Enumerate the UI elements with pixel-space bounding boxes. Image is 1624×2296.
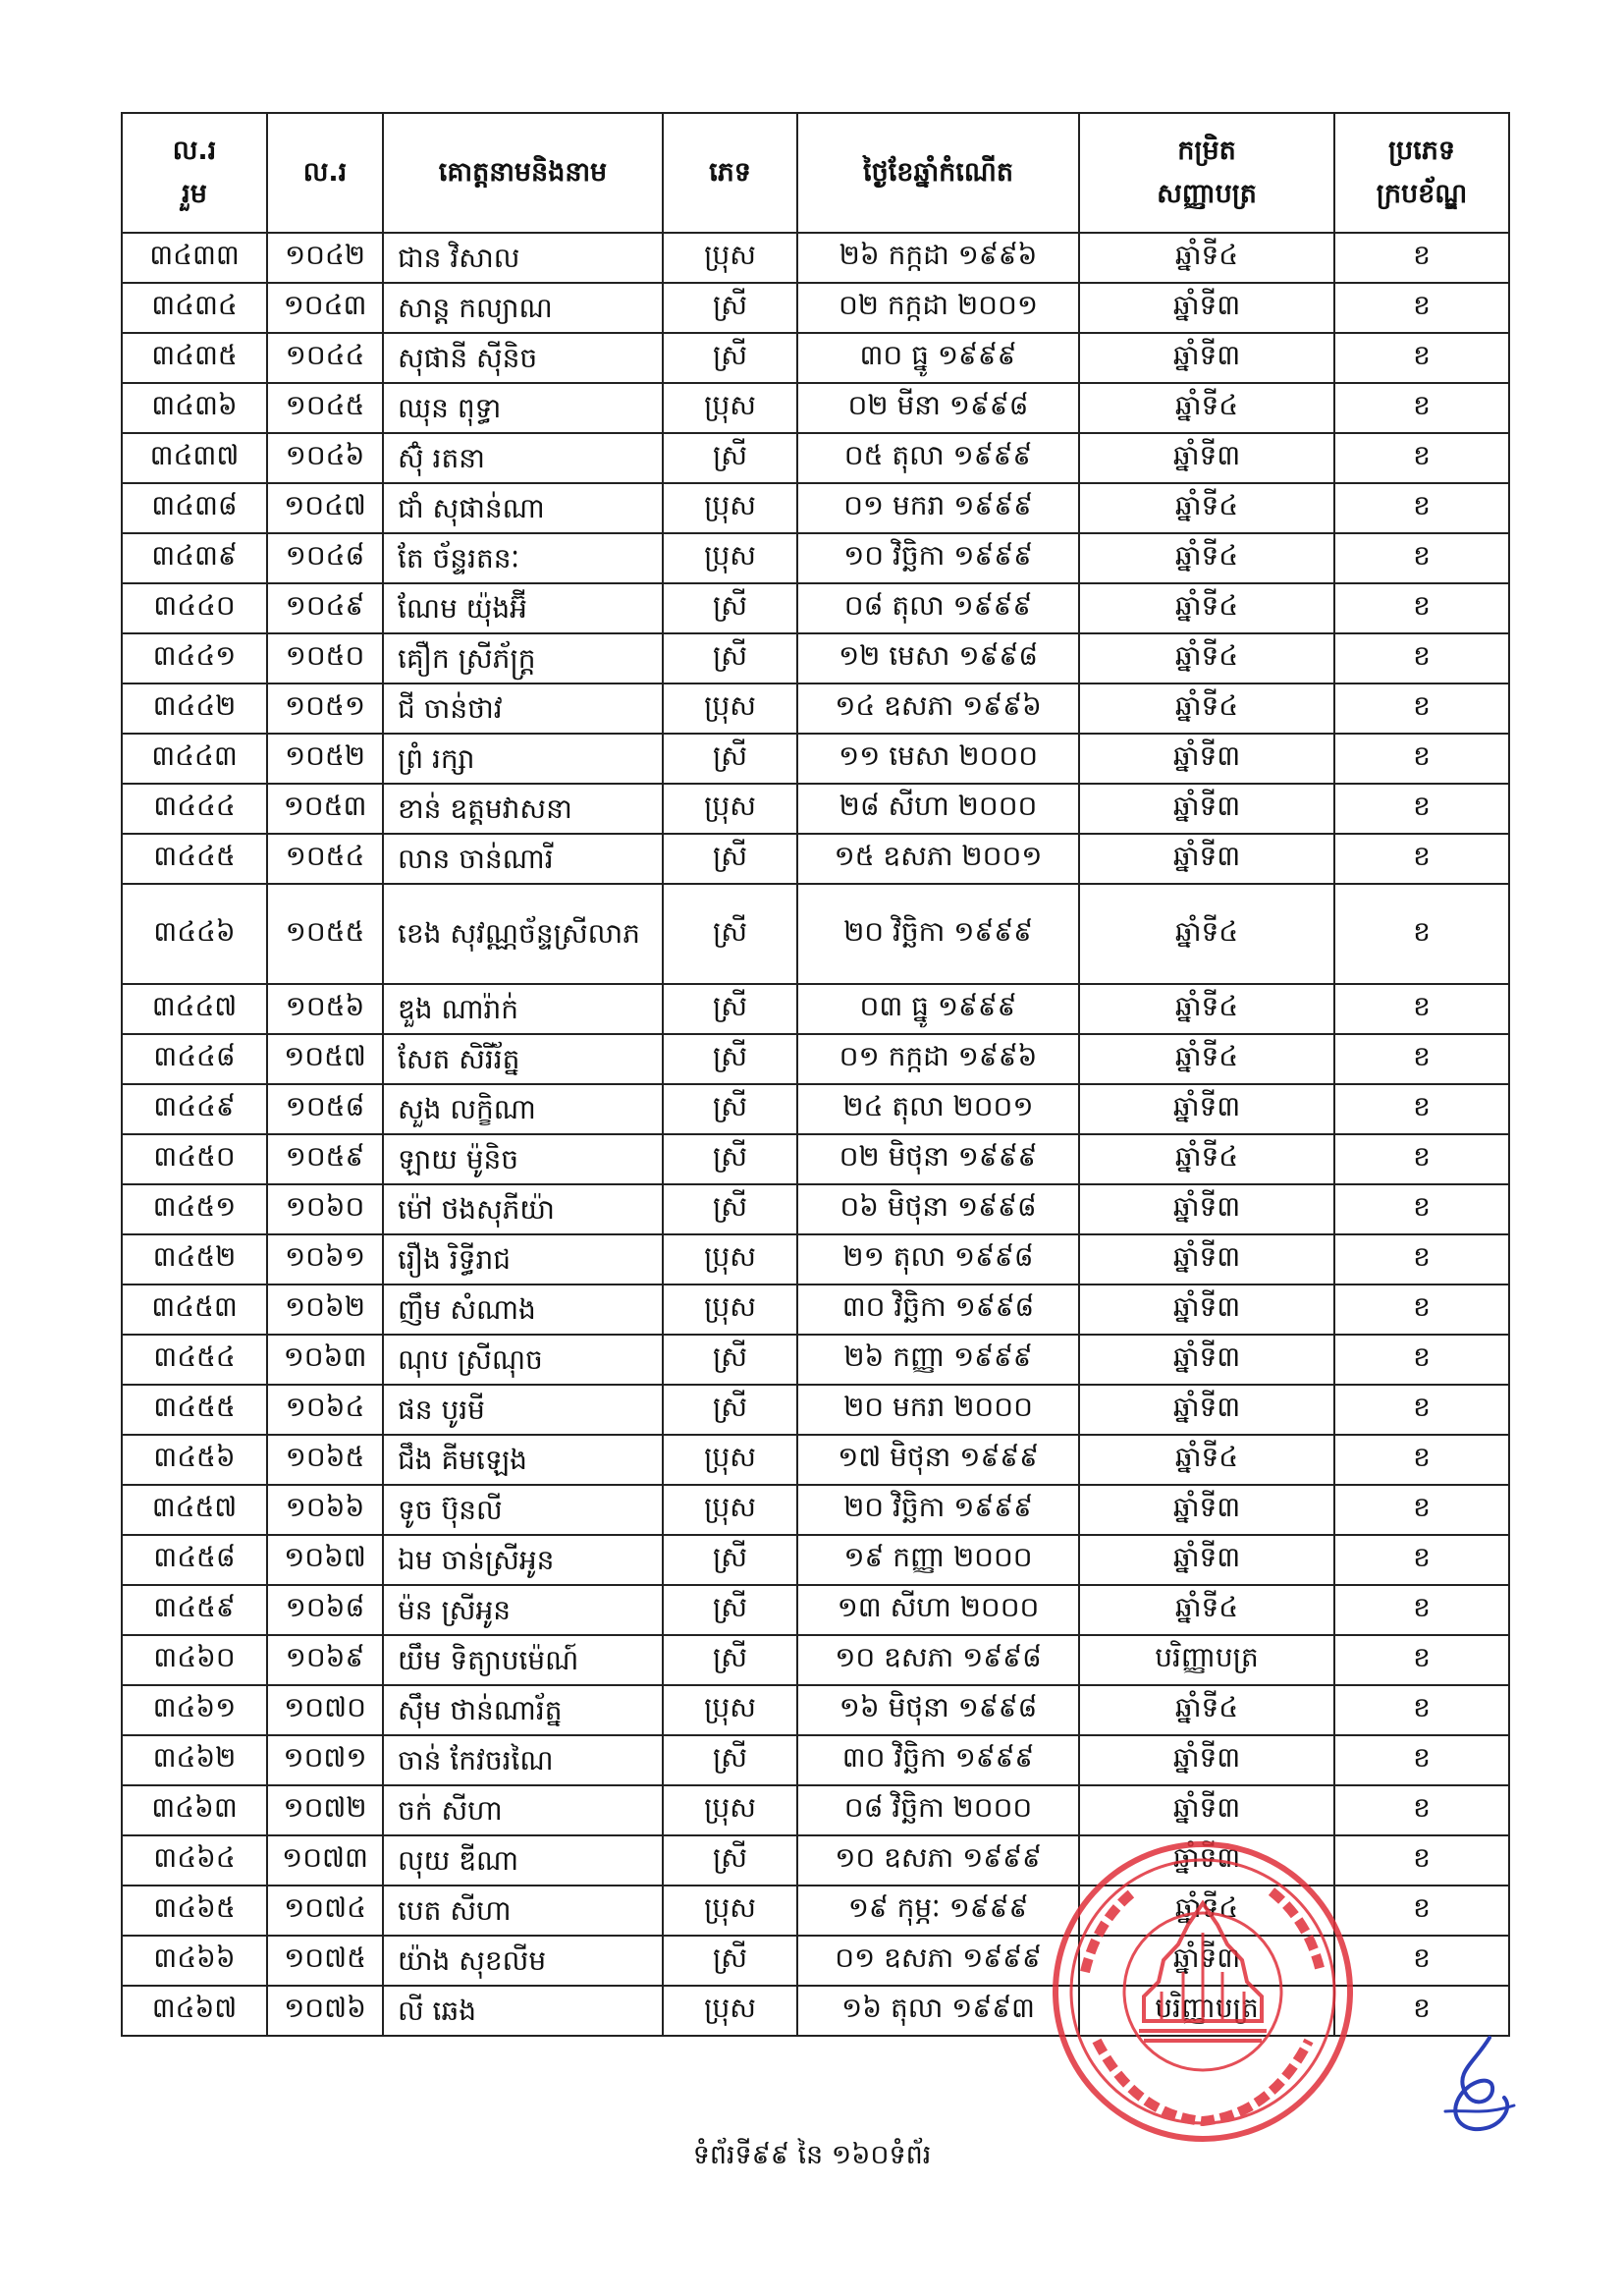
framework-cell: ខ: [1334, 1685, 1509, 1735]
gender-cell: ស្រី: [663, 1084, 797, 1134]
gender-cell: ស្រី: [663, 283, 797, 333]
dob-cell: ១០ ឧសភា ១៩៩៩: [797, 1835, 1079, 1886]
overall-no-cell: ៣៤៤៩: [122, 1084, 267, 1134]
degree-cell: ឆ្នាំទី៣: [1079, 1735, 1334, 1785]
degree-cell: ឆ្នាំទី៣: [1079, 1535, 1334, 1585]
header-label: ល.រ: [302, 157, 348, 188]
degree-cell: ឆ្នាំទី៤: [1079, 984, 1334, 1034]
dob-cell: ០៨ វិច្ឆិកា ២០០០: [797, 1785, 1079, 1835]
name-cell: សាន្ត កល្យាណ: [383, 283, 663, 333]
name-cell: ឌួង ណារ៉ាក់: [383, 984, 663, 1034]
dob-cell: ១៥ ឧសភា ២០០១: [797, 834, 1079, 884]
table-row: [122, 583, 1509, 633]
degree-cell: ឆ្នាំទី៣: [1079, 1084, 1334, 1134]
name-cell: ស៊ុំ រតនា: [383, 433, 663, 483]
no-cell: ១០៤៤: [267, 333, 383, 383]
framework-cell: ខ: [1334, 1936, 1509, 1986]
framework-cell: ខ: [1334, 1886, 1509, 1936]
no-cell: ១០៧០: [267, 1685, 383, 1735]
framework-cell: ខ: [1334, 1835, 1509, 1886]
degree-cell: ឆ្នាំទី៣: [1079, 1835, 1334, 1886]
no-cell: ១០៤២: [267, 233, 383, 283]
degree-cell: ឆ្នាំទី៣: [1079, 1485, 1334, 1535]
degree-cell: ឆ្នាំទី៤: [1079, 533, 1334, 583]
header-label: ថ្ងៃខែឆ្នាំកំណើត: [863, 157, 1013, 188]
gender-cell: ប្រុស: [663, 784, 797, 834]
framework-cell: ខ: [1334, 984, 1509, 1034]
no-cell: ១០៤៥: [267, 383, 383, 433]
no-cell: ១០៧៣: [267, 1835, 383, 1886]
name-cell: លាន ចាន់ណារី: [383, 834, 663, 884]
gender-cell: ស្រី: [663, 1936, 797, 1986]
framework-cell: ខ: [1334, 834, 1509, 884]
gender-cell: ប្រុស: [663, 1785, 797, 1835]
overall-no-cell: ៣៤៤៦: [122, 884, 267, 984]
table-row: [122, 633, 1509, 683]
student-list-table: [121, 112, 1510, 2037]
overall-no-cell: ៣៤៤៧: [122, 984, 267, 1034]
gender-cell: ប្រុស: [663, 383, 797, 433]
table-row: [122, 683, 1509, 734]
no-cell: ១០៥៤: [267, 834, 383, 884]
framework-cell: ខ: [1334, 884, 1509, 984]
degree-cell: ឆ្នាំទី៣: [1079, 1285, 1334, 1335]
no-cell: ១០៥១: [267, 683, 383, 734]
table-row: [122, 283, 1509, 333]
overall-no-cell: ៣៤៦៣: [122, 1785, 267, 1835]
name-cell: ឈុន ពុទ្ធា: [383, 383, 663, 433]
col-date-of-birth-header: [797, 113, 1079, 233]
degree-cell: ឆ្នាំទី៤: [1079, 1034, 1334, 1084]
name-cell: ជាន វិសាល: [383, 233, 663, 283]
overall-no-cell: ៣៤៦៥: [122, 1886, 267, 1936]
dob-cell: ១៤ ឧសភា ១៩៩៦: [797, 683, 1079, 734]
dob-cell: ២៦ កក្កដា ១៩៩៦: [797, 233, 1079, 283]
name-cell: ទូច ប៊ុនលី: [383, 1485, 663, 1535]
no-cell: ១០៤៩: [267, 583, 383, 633]
dob-cell: ០១ កក្កដា ១៩៩៦: [797, 1034, 1079, 1084]
col-no-header: [267, 113, 383, 233]
name-cell: ម៉ៅ ថងសុភីយ៉ា: [383, 1184, 663, 1234]
dob-cell: ០២ មិថុនា ១៩៩៩: [797, 1134, 1079, 1184]
name-cell: ណែម យ៉ុងអ៊ី: [383, 583, 663, 633]
gender-cell: ប្រុស: [663, 1986, 797, 2036]
name-cell: គឿក ស្រីភ័ក្រ្ត: [383, 633, 663, 683]
name-cell: សែត សិរីរ័ត្ន: [383, 1034, 663, 1084]
table-row: [122, 1335, 1509, 1385]
degree-cell: ឆ្នាំទី៤: [1079, 1886, 1334, 1936]
overall-no-cell: ៣៤៦២: [122, 1735, 267, 1785]
gender-cell: ប្រុស: [663, 1886, 797, 1936]
overall-no-cell: ៣៤៦៧: [122, 1986, 267, 2036]
degree-cell: ឆ្នាំទី៣: [1079, 1184, 1334, 1234]
framework-cell: ខ: [1334, 233, 1509, 283]
framework-cell: ខ: [1334, 1385, 1509, 1435]
dob-cell: ១៦ តុលា ១៩៩៣: [797, 1986, 1079, 2036]
degree-cell: ឆ្នាំទី៣: [1079, 1936, 1334, 1986]
dob-cell: ១៦ មិថុនា ១៩៩៨: [797, 1685, 1079, 1735]
no-cell: ១០៤៧: [267, 483, 383, 533]
overall-no-cell: ៣៤៥៧: [122, 1485, 267, 1535]
table-row: [122, 1735, 1509, 1785]
name-cell: ញឹម សំណាង: [383, 1285, 663, 1335]
framework-cell: ខ: [1334, 1285, 1509, 1335]
table-row: [122, 984, 1509, 1034]
name-cell: ជាំ សុផាន់ណា: [383, 483, 663, 533]
framework-cell: ខ: [1334, 333, 1509, 383]
no-cell: ១០៥៥: [267, 884, 383, 984]
name-cell: តែ ច័ន្ទរតនៈ: [383, 533, 663, 583]
no-cell: ១០៥៨: [267, 1084, 383, 1134]
framework-cell: ខ: [1334, 1435, 1509, 1485]
overall-no-cell: ៣៤៣៣: [122, 233, 267, 283]
dob-cell: ០១ មករា ១៩៩៩: [797, 483, 1079, 533]
framework-cell: ខ: [1334, 483, 1509, 533]
framework-cell: ខ: [1334, 1084, 1509, 1134]
table-row: [122, 1134, 1509, 1184]
no-cell: ១០៥៧: [267, 1034, 383, 1084]
no-cell: ១០៥៩: [267, 1134, 383, 1184]
gender-cell: ស្រី: [663, 1735, 797, 1785]
gender-cell: ប្រុស: [663, 483, 797, 533]
overall-no-cell: ៣៤៥១: [122, 1184, 267, 1234]
overall-no-cell: ៣៤៤៨: [122, 1034, 267, 1084]
gender-cell: ស្រី: [663, 1184, 797, 1234]
name-cell: បេត សីហា: [383, 1886, 663, 1936]
name-cell: យ៉ាង សុខលីម: [383, 1936, 663, 1986]
overall-no-cell: ៣៤៥២: [122, 1234, 267, 1285]
header-label: ល.រ: [172, 136, 217, 166]
header-label: រួម: [182, 179, 207, 209]
framework-cell: ខ: [1334, 1785, 1509, 1835]
framework-cell: ខ: [1334, 1986, 1509, 2036]
table-row: [122, 1385, 1509, 1435]
dob-cell: ១៧ មិថុនា ១៩៩៩: [797, 1435, 1079, 1485]
no-cell: ១០៧៤: [267, 1886, 383, 1936]
degree-cell: ឆ្នាំទី៤: [1079, 233, 1334, 283]
dob-cell: ២៨ សីហា ២០០០: [797, 784, 1079, 834]
overall-no-cell: ៣៤៦៤: [122, 1835, 267, 1886]
dob-cell: ១៣ សីហា ២០០០: [797, 1585, 1079, 1635]
no-cell: ១០៦០: [267, 1184, 383, 1234]
framework-cell: ខ: [1334, 433, 1509, 483]
framework-cell: ខ: [1334, 784, 1509, 834]
framework-cell: ខ: [1334, 383, 1509, 433]
header-label: ភេទ: [709, 157, 751, 188]
no-cell: ១០៦៩: [267, 1635, 383, 1685]
degree-cell: ឆ្នាំទី៤: [1079, 383, 1334, 433]
no-cell: ១០៧៦: [267, 1986, 383, 2036]
overall-no-cell: ៣៤៥៥: [122, 1385, 267, 1435]
header-label: គោត្តនាមនិងនាម: [438, 157, 608, 188]
dob-cell: ៣០ ធ្នូ ១៩៩៩: [797, 333, 1079, 383]
dob-cell: ៣០ វិច្ឆិកា ១៩៩៩: [797, 1735, 1079, 1785]
overall-no-cell: ៣៤៦១: [122, 1685, 267, 1735]
gender-cell: ស្រី: [663, 633, 797, 683]
name-cell: ព្រំ រក្សា: [383, 734, 663, 784]
name-cell: សួង លក្ខិណា: [383, 1084, 663, 1134]
no-cell: ១០៤៣: [267, 283, 383, 333]
overall-no-cell: ៣៤៥៩: [122, 1585, 267, 1635]
gender-cell: ប្រុស: [663, 233, 797, 283]
overall-no-cell: ៣៤៥៣: [122, 1285, 267, 1335]
table-row: [122, 483, 1509, 533]
framework-cell: ខ: [1334, 533, 1509, 583]
table-row: [122, 533, 1509, 583]
gender-cell: ប្រុស: [663, 533, 797, 583]
overall-no-cell: ៣៤៣៩: [122, 533, 267, 583]
table-row: [122, 1084, 1509, 1134]
table-row: [122, 1535, 1509, 1585]
name-cell: ចក់ សីហា: [383, 1785, 663, 1835]
no-cell: ១០៦៣: [267, 1335, 383, 1385]
degree-cell: ឆ្នាំទី៣: [1079, 1385, 1334, 1435]
degree-cell: ឆ្នាំទី៣: [1079, 784, 1334, 834]
framework-cell: ខ: [1334, 283, 1509, 333]
no-cell: ១០៦២: [267, 1285, 383, 1335]
dob-cell: ២៦ កញ្ញា ១៩៩៩: [797, 1335, 1079, 1385]
gender-cell: ស្រី: [663, 433, 797, 483]
dob-cell: ១២ មេសា ១៩៩៨: [797, 633, 1079, 683]
name-cell: ឯម ចាន់ស្រីអូន: [383, 1535, 663, 1585]
gender-cell: ស្រី: [663, 884, 797, 984]
overall-no-cell: ៣៤៥៨: [122, 1535, 267, 1585]
gender-cell: ស្រី: [663, 1134, 797, 1184]
degree-cell: ឆ្នាំទី៤: [1079, 683, 1334, 734]
name-cell: រឿង រិទ្ធីរាជ: [383, 1234, 663, 1285]
gender-cell: ស្រី: [663, 834, 797, 884]
table-row: [122, 834, 1509, 884]
degree-cell: បរិញ្ញាបត្រ: [1079, 1635, 1334, 1685]
dob-cell: ២០ វិច្ឆិកា ១៩៩៩: [797, 1485, 1079, 1535]
gender-cell: ប្រុស: [663, 1435, 797, 1485]
table-row: [122, 1685, 1509, 1735]
table-row: [122, 1785, 1509, 1835]
degree-cell: ឆ្នាំទី៤: [1079, 1585, 1334, 1635]
name-cell: ឡាយ ម៉ូនិច: [383, 1134, 663, 1184]
name-cell: ម៉ន ស្រីអូន: [383, 1585, 663, 1635]
framework-cell: ខ: [1334, 1535, 1509, 1585]
overall-no-cell: ៣៤៥០: [122, 1134, 267, 1184]
col-framework-type-header: [1334, 113, 1509, 233]
no-cell: ១០៥៣: [267, 784, 383, 834]
table-row: [122, 383, 1509, 433]
no-cell: ១០៧១: [267, 1735, 383, 1785]
table-row: [122, 1184, 1509, 1234]
gender-cell: ប្រុស: [663, 683, 797, 734]
name-cell: ខាន់ ឧត្តមវាសនា: [383, 784, 663, 834]
no-cell: ១០៦៤: [267, 1385, 383, 1435]
overall-no-cell: ៣៤៤៤: [122, 784, 267, 834]
table-row: [122, 433, 1509, 483]
name-cell: ជឹង គីមឡេង: [383, 1435, 663, 1485]
gender-cell: ស្រី: [663, 1585, 797, 1635]
no-cell: ១០៧៥: [267, 1936, 383, 1986]
dob-cell: ០២ មីនា ១៩៩៨: [797, 383, 1079, 433]
table-row: [122, 1585, 1509, 1635]
framework-cell: ខ: [1334, 633, 1509, 683]
framework-cell: ខ: [1334, 583, 1509, 633]
degree-cell: ឆ្នាំទី៣: [1079, 734, 1334, 784]
overall-no-cell: ៣៤៤០: [122, 583, 267, 633]
table-row: [122, 233, 1509, 283]
name-cell: ស៊ឹម ថាន់ណារ័ត្ន: [383, 1685, 663, 1735]
degree-cell: ឆ្នាំទី៣: [1079, 333, 1334, 383]
degree-cell: ឆ្នាំទី៣: [1079, 1234, 1334, 1285]
dob-cell: ១០ ឧសភា ១៩៩៨: [797, 1635, 1079, 1685]
dob-cell: ០១ ឧសភា ១៩៩៩: [797, 1936, 1079, 1986]
table-row: [122, 884, 1509, 984]
framework-cell: ខ: [1334, 1735, 1509, 1785]
gender-cell: ស្រី: [663, 1385, 797, 1435]
name-cell: សុផានី ស៊ីនិច: [383, 333, 663, 383]
table-row: [122, 1034, 1509, 1084]
no-cell: ១០៦៧: [267, 1535, 383, 1585]
framework-cell: ខ: [1334, 1335, 1509, 1385]
overall-no-cell: ៣៤៤៣: [122, 734, 267, 784]
overall-no-cell: ៣៤៤២: [122, 683, 267, 734]
signature: [1435, 2033, 1524, 2141]
dob-cell: ០៨ តុលា ១៩៩៩: [797, 583, 1079, 633]
no-cell: ១០៧២: [267, 1785, 383, 1835]
no-cell: ១០៥២: [267, 734, 383, 784]
table-body: [122, 233, 1509, 2036]
degree-cell: ឆ្នាំទី៤: [1079, 1134, 1334, 1184]
degree-cell: ឆ្នាំទី៣: [1079, 283, 1334, 333]
gender-cell: ស្រី: [663, 1034, 797, 1084]
name-cell: លុយ ឌីណា: [383, 1835, 663, 1886]
overall-no-cell: ៣៤៤១: [122, 633, 267, 683]
framework-cell: ខ: [1334, 1184, 1509, 1234]
no-cell: ១០៦៦: [267, 1485, 383, 1535]
dob-cell: ០២ កក្កដា ២០០១: [797, 283, 1079, 333]
col-overall-no-header: [122, 113, 267, 233]
degree-cell: ឆ្នាំទី៣: [1079, 834, 1334, 884]
degree-cell: ឆ្នាំទី៤: [1079, 583, 1334, 633]
header-label: កម្រិត: [1177, 136, 1236, 166]
gender-cell: ស្រី: [663, 984, 797, 1034]
overall-no-cell: ៣៤៦០: [122, 1635, 267, 1685]
gender-cell: ស្រី: [663, 1335, 797, 1385]
name-cell: ផន បូរមី: [383, 1385, 663, 1435]
framework-cell: ខ: [1334, 1585, 1509, 1635]
overall-no-cell: ៣៤៣៦: [122, 383, 267, 433]
overall-no-cell: ៣៤៣៧: [122, 433, 267, 483]
table-row: [122, 1285, 1509, 1335]
degree-cell: ឆ្នាំទី៤: [1079, 633, 1334, 683]
table-row: [122, 784, 1509, 834]
gender-cell: ស្រី: [663, 583, 797, 633]
name-cell: យឹម ទិត្យាបម៉េណ៍: [383, 1635, 663, 1685]
header-label: ក្របខ័ណ្ឌ: [1376, 179, 1468, 209]
table-row: [122, 1635, 1509, 1685]
overall-no-cell: ៣៤៤៥: [122, 834, 267, 884]
gender-cell: ស្រី: [663, 1535, 797, 1585]
no-cell: ១០៤៨: [267, 533, 383, 583]
dob-cell: ២០ វិច្ឆិកា ១៩៩៩: [797, 884, 1079, 984]
degree-cell: ឆ្នាំទី៤: [1079, 1685, 1334, 1735]
table-row: [122, 734, 1509, 784]
no-cell: ១០៥៦: [267, 984, 383, 1034]
gender-cell: ស្រី: [663, 1635, 797, 1685]
name-cell: ខេង សុវណ្ណច័ន្ទស្រីលាភ: [383, 884, 663, 984]
table-row: [122, 333, 1509, 383]
overall-no-cell: ៣៤៥៤: [122, 1335, 267, 1385]
gender-cell: ស្រី: [663, 734, 797, 784]
header-label: ប្រភេទ: [1387, 136, 1456, 166]
header-label: សញ្ញាបត្រ: [1157, 179, 1257, 209]
table-header-row: [122, 113, 1509, 233]
gender-cell: ស្រី: [663, 333, 797, 383]
no-cell: ១០៥០: [267, 633, 383, 683]
dob-cell: ២៤ តុលា ២០០១: [797, 1084, 1079, 1134]
degree-cell: ឆ្នាំទី៤: [1079, 1435, 1334, 1485]
gender-cell: ស្រី: [663, 1835, 797, 1886]
table-row: [122, 1435, 1509, 1485]
dob-cell: ១៩ កញ្ញា ២០០០: [797, 1535, 1079, 1585]
dob-cell: ០៣ ធ្នូ ១៩៩៩: [797, 984, 1079, 1034]
framework-cell: ខ: [1334, 1485, 1509, 1535]
dob-cell: ១០ វិច្ឆិកា ១៩៩៩: [797, 533, 1079, 583]
dob-cell: ២០ មករា ២០០០: [797, 1385, 1079, 1435]
gender-cell: ប្រុស: [663, 1234, 797, 1285]
overall-no-cell: ៣៤៣៥: [122, 333, 267, 383]
degree-cell: ឆ្នាំទី៤: [1079, 884, 1334, 984]
col-gender-header: [663, 113, 797, 233]
dob-cell: ១៩ កុម្ភៈ ១៩៩៩: [797, 1886, 1079, 1936]
gender-cell: ប្រុស: [663, 1685, 797, 1735]
official-seal-stamp: [1046, 1834, 1360, 2149]
framework-cell: ខ: [1334, 683, 1509, 734]
dob-cell: ១១ មេសា ២០០០: [797, 734, 1079, 784]
no-cell: ១០៦១: [267, 1234, 383, 1285]
overall-no-cell: ៣៤៣៤: [122, 283, 267, 333]
framework-cell: ខ: [1334, 1635, 1509, 1685]
name-cell: លី ឆេង: [383, 1986, 663, 2036]
degree-cell: ឆ្នាំទី៣: [1079, 1335, 1334, 1385]
degree-cell: ឆ្នាំទី៣: [1079, 433, 1334, 483]
framework-cell: ខ: [1334, 734, 1509, 784]
dob-cell: ០៥ តុលា ១៩៩៩: [797, 433, 1079, 483]
col-full-name-header: [383, 113, 663, 233]
no-cell: ១០៤៦: [267, 433, 383, 483]
gender-cell: ប្រុស: [663, 1485, 797, 1535]
col-degree-level-header: [1079, 113, 1334, 233]
degree-cell: ឆ្នាំទី៤: [1079, 483, 1334, 533]
framework-cell: ខ: [1334, 1134, 1509, 1184]
overall-no-cell: ៣៤៦៦: [122, 1936, 267, 1986]
name-cell: ណុប ស្រីណុច: [383, 1335, 663, 1385]
degree-cell: បរិញ្ញាបត្រ: [1079, 1986, 1334, 2036]
page-number: ទំព័រទី៩៩ នៃ ១៦០ទំព័រ: [692, 2140, 932, 2170]
no-cell: ១០៦៥: [267, 1435, 383, 1485]
overall-no-cell: ៣៤៣៨: [122, 483, 267, 533]
gender-cell: ប្រុស: [663, 1285, 797, 1335]
framework-cell: ខ: [1334, 1034, 1509, 1084]
table-row: [122, 1485, 1509, 1535]
dob-cell: ២១ តុលា ១៩៩៨: [797, 1234, 1079, 1285]
degree-cell: ឆ្នាំទី៣: [1079, 1785, 1334, 1835]
dob-cell: ៣០ វិច្ឆិកា ១៩៩៨: [797, 1285, 1079, 1335]
no-cell: ១០៦៨: [267, 1585, 383, 1635]
name-cell: ចាន់ កែវចរណៃ: [383, 1735, 663, 1785]
name-cell: ជី ចាន់ថាវ: [383, 683, 663, 734]
overall-no-cell: ៣៤៥៦: [122, 1435, 267, 1485]
table-row: [122, 1234, 1509, 1285]
dob-cell: ០៦ មិថុនា ១៩៩៨: [797, 1184, 1079, 1234]
framework-cell: ខ: [1334, 1234, 1509, 1285]
